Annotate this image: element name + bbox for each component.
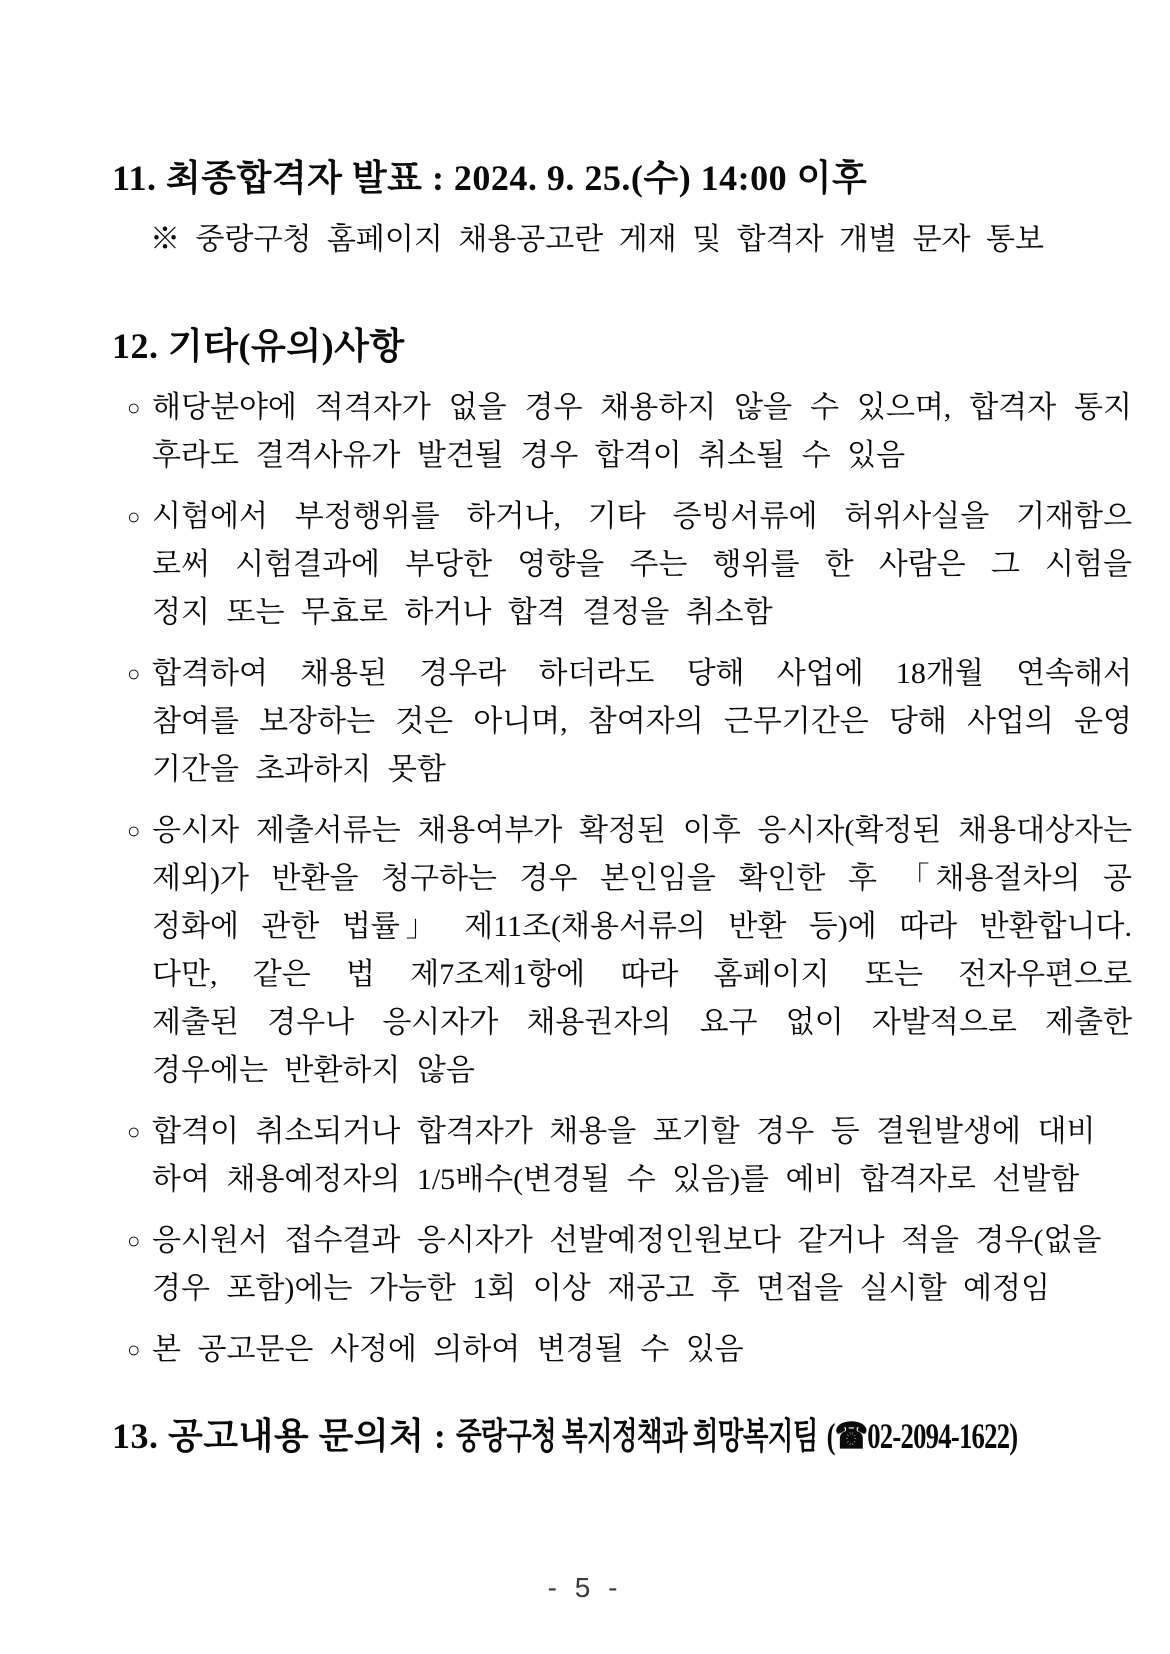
section-13-heading-prefix: 13. 공고내용 문의처 : <box>112 1416 447 1456</box>
list-item <box>127 807 1132 1095</box>
bullet-line: 시험에서 부정행위를 하거나, 기타 증빙서류에 허위사실을 기재함으 <box>152 500 1132 533</box>
phone-open-paren: ( <box>826 1416 835 1456</box>
list-item <box>127 1108 1132 1204</box>
circle-bullet-icon: ○ <box>127 1337 141 1362</box>
bullet-text <box>152 493 1132 637</box>
circle-bullet-icon: ○ <box>127 818 141 843</box>
bullet-line: 로써 시험결과에 부당한 영향을 주는 행위를 한 사람은 그 시험을 <box>152 548 1132 581</box>
circle-bullet-icon: ○ <box>127 504 141 529</box>
bullet-text <box>152 1326 1132 1374</box>
bullet-line: 제출된 경우나 응시자가 채용권자의 요구 없이 자발적으로 제출한 <box>152 1006 1132 1039</box>
bullet-line: 정지 또는 무효로 하거나 합격 결정을 취소함 <box>152 596 773 629</box>
bullet-text <box>152 650 1132 794</box>
list-item <box>127 1326 1132 1374</box>
circle-bullet-icon: ○ <box>127 1119 141 1144</box>
section-12-heading: 12. 기타(유의)사항 <box>112 326 405 366</box>
bullet-line: 경우에는 반환하지 않음 <box>152 1054 475 1087</box>
list-item <box>127 493 1132 637</box>
section-13-heading <box>112 1414 1170 1458</box>
bullet-line: 합격하여 채용된 경우라 하더라도 당해 사업에 18개월 연속해서 <box>152 657 1132 690</box>
bullet-line: 참여를 보장하는 것은 아니며, 참여자의 근무기간은 당해 사업의 운영 <box>152 705 1132 738</box>
circle-bullet-icon: ○ <box>127 661 141 686</box>
section-11-heading: 11. 최종합격자 발표 : 2024. 9. 25.(수) 14:00 이후 <box>112 158 868 198</box>
contact-info <box>456 1414 1017 1458</box>
phone-number: 02-2094-1622 <box>867 1416 1010 1456</box>
bullet-line: 본 공고문은 사정에 의하여 변경될 수 있음 <box>152 1333 744 1366</box>
bullet-line: 기간을 초과하지 못함 <box>152 753 446 786</box>
bullet-text <box>152 1217 1132 1313</box>
circle-bullet-icon: ○ <box>127 1228 141 1253</box>
page-number: - 5 - <box>547 1572 623 1603</box>
bullet-line: 제외)가 반환을 청구하는 경우 본인임을 확인한 후 「채용절차의 공 <box>152 862 1132 895</box>
bullet-line: 합격이 취소되거나 합격자가 채용을 포기할 경우 등 결원발생에 대비 <box>152 1115 1096 1148</box>
section-11-note: ※ 중랑구청 홈페이지 채용공고란 게재 및 합격자 개별 문자 통보 <box>150 223 1044 256</box>
bullet-line: 응시원서 접수결과 응시자가 선발예정인원보다 같거나 적을 경우(없을 <box>152 1224 1102 1257</box>
bullet-line: 후라도 결격사유가 발견될 경우 합격이 취소될 수 있음 <box>152 439 906 472</box>
bullet-text <box>152 384 1132 480</box>
bullet-line: 경우 포함)에는 가능한 1회 이상 재공고 후 면접을 실시할 예정임 <box>152 1272 1050 1305</box>
bullet-line: 정화에 관한 법률」 제11조(채용서류의 반환 등)에 따라 반환합니다. <box>152 910 1132 943</box>
section-12-bullet-list <box>127 384 1132 1387</box>
phone-icon: ☎ <box>834 1416 868 1456</box>
bullet-line: 다만, 같은 법 제7조제1항에 따라 홈페이지 또는 전자우편으로 <box>152 958 1132 991</box>
bullet-text <box>152 807 1132 1095</box>
bullet-text <box>152 1108 1132 1204</box>
bullet-line: 하여 채용예정자의 1/5배수(변경될 수 있음)를 예비 합격자로 선발함 <box>152 1163 1080 1196</box>
list-item <box>127 1217 1132 1313</box>
list-item <box>127 650 1132 794</box>
list-item <box>127 384 1132 480</box>
circle-bullet-icon: ○ <box>127 395 141 420</box>
phone-close-paren: ) <box>1009 1416 1018 1456</box>
bullet-line: 해당분야에 적격자가 없을 경우 채용하지 않을 수 있으며, 합격자 통지 <box>152 391 1132 424</box>
contact-org: 중랑구청 복지정책과 희망복지팀 <box>455 1416 818 1456</box>
bullet-line: 응시자 제출서류는 채용여부가 확정된 이후 응시자(확정된 채용대상자는 <box>152 814 1132 847</box>
